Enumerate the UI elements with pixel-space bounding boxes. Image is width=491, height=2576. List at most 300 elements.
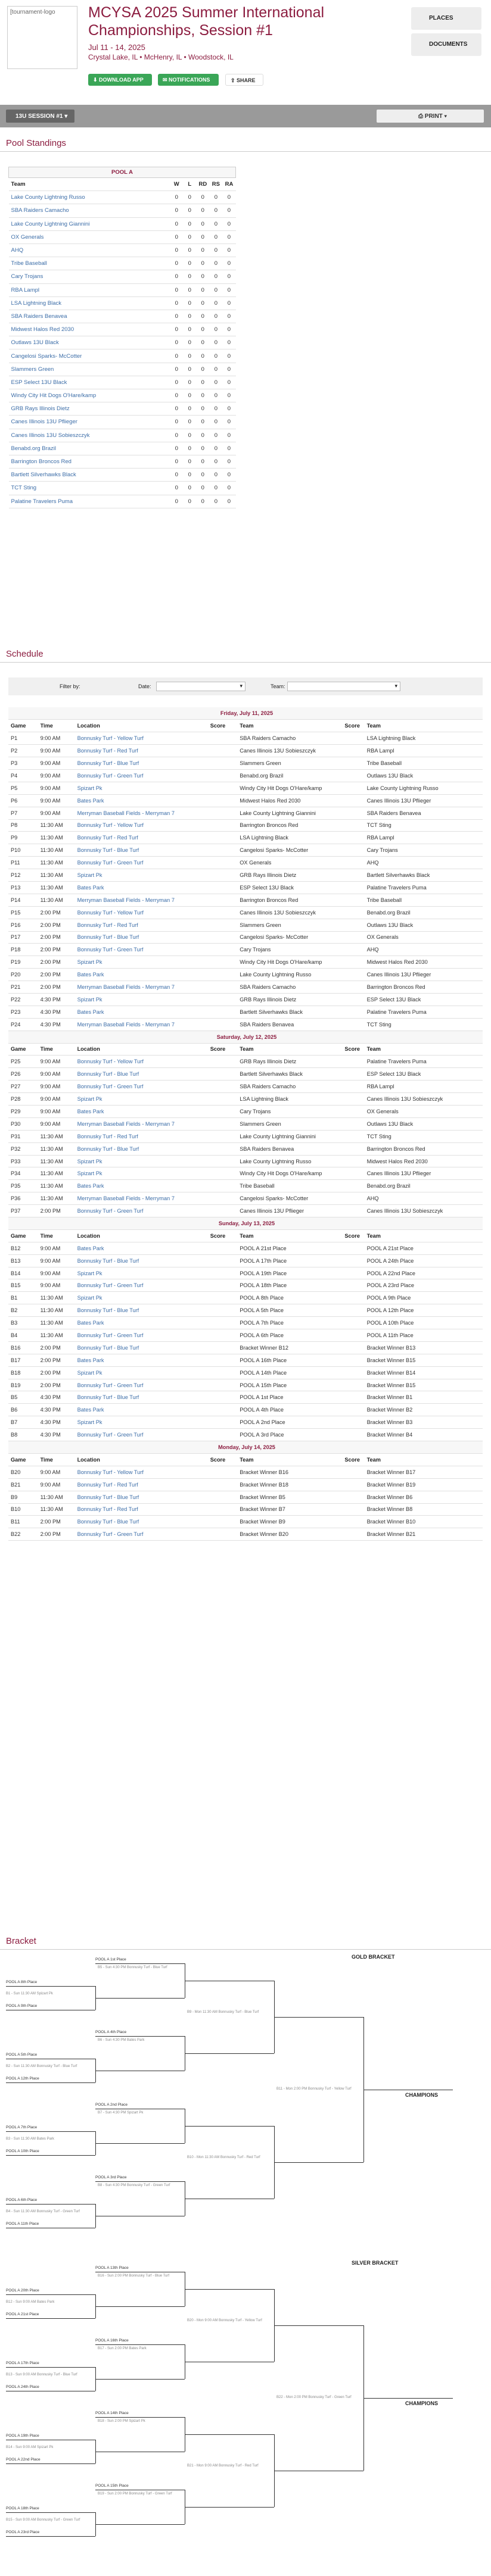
bracket-slot-label: B1 - Sun 11:30 AM Spizart Pk: [6, 1992, 53, 1996]
team-select[interactable]: [287, 682, 400, 691]
download-icon: ⬇: [93, 77, 100, 83]
game-team-home: Midwest Halos Red 2030: [237, 794, 342, 807]
game-id: B20: [8, 1466, 38, 1478]
schedule-game-row: [8, 944, 483, 956]
game-team-away: POOL A 12th Place: [365, 1304, 483, 1317]
download-app-button[interactable]: ⬇ DOWNLOAD APP: [88, 74, 152, 86]
game-location-link[interactable]: Bonnusky Turf - Blue Turf: [75, 1304, 208, 1317]
pool-team-link[interactable]: Palatine Travelers Puma: [9, 495, 170, 508]
game-location-link[interactable]: Merryman Baseball Fields - Merryman 7: [75, 894, 208, 906]
pool-stat: 0: [170, 217, 183, 230]
schedule-game-row: [8, 844, 483, 857]
pool-team-link[interactable]: ESP Select 13U Black: [9, 376, 170, 389]
bracket-line: [95, 2306, 185, 2307]
game-location-link[interactable]: Bates Park: [75, 969, 208, 981]
pool-team-link[interactable]: Lake County Lightning Giannini: [9, 217, 170, 230]
game-team-home: Slammers Green: [237, 919, 342, 931]
pool-stat: 0: [209, 296, 222, 310]
game-time: 2:00 PM: [38, 944, 75, 956]
pool-team-link[interactable]: Cangelosi Sparks- McCotter: [9, 349, 170, 363]
pool-stat: 0: [196, 455, 209, 468]
bracket-slot-label: POOL A 9th Place: [6, 2004, 38, 2008]
bracket-line: [95, 2036, 185, 2037]
game-location-link[interactable]: Bonnusky Turf - Blue Turf: [75, 1254, 208, 1267]
game-location-link[interactable]: Spizart Pk: [75, 1416, 208, 1429]
pool-team-row: [9, 455, 236, 468]
schedule-column-header: Score: [342, 720, 364, 732]
game-score: [208, 1503, 238, 1516]
pool-stat: 0: [183, 296, 196, 310]
pool-team-link[interactable]: LSA Lightning Black: [9, 296, 170, 310]
bracket-line: [95, 2344, 185, 2345]
game-score: [208, 1254, 238, 1267]
documents-button[interactable]: DOCUMENTS: [411, 33, 481, 56]
schedule-game-row: [8, 1081, 483, 1093]
pool-stat: 0: [196, 402, 209, 416]
bracket-slot-label: POOL A 6th Place: [6, 2198, 38, 2202]
chevron-down-icon: ▾: [444, 113, 447, 120]
game-score: [342, 1354, 364, 1366]
game-location-link[interactable]: Merryman Baseball Fields - Merryman 7: [75, 1117, 208, 1130]
pool-team-link[interactable]: Tribe Baseball: [9, 257, 170, 270]
game-team-away: Midwest Halos Red 2030: [365, 956, 483, 969]
schedule-column-header: Time: [38, 720, 75, 732]
pool-stat: 0: [209, 323, 222, 336]
pool-team-row: [9, 442, 236, 455]
pool-team-row: [9, 482, 236, 495]
pool-stat: 0: [209, 349, 222, 363]
game-location-link[interactable]: Bonnusky Turf - Blue Turf: [75, 1491, 208, 1503]
game-id: P6: [8, 794, 38, 807]
game-team-away: OX Generals: [365, 931, 483, 944]
game-score: [208, 1081, 238, 1093]
bracket-slot-label: POOL A 11th Place: [6, 2222, 39, 2226]
game-location-link[interactable]: Bonnusky Turf - Blue Turf: [75, 1341, 208, 1354]
game-score: [208, 906, 238, 919]
share-icon: ⇪: [231, 77, 237, 83]
pool-team-link[interactable]: Windy City Hit Dogs O'Hare/kamp: [9, 389, 170, 402]
session-dropdown[interactable]: 13U SESSION #1 ▾: [6, 110, 74, 123]
game-score: [208, 1267, 238, 1279]
pool-stat: 0: [170, 402, 183, 416]
game-location-link[interactable]: Bates Park: [75, 881, 208, 894]
game-score: [342, 981, 364, 994]
event-dates: Jul 11 - 14, 2025: [88, 43, 145, 52]
game-id: P36: [8, 1192, 38, 1205]
game-id: B1: [8, 1292, 38, 1304]
bracket-slot-label: B15 - Sun 9:00 AM Bonnusky Turf - Green Turf: [6, 2518, 80, 2522]
pool-stat: 0: [170, 376, 183, 389]
game-location-link[interactable]: Bonnusky Turf - Green Turf: [75, 857, 208, 869]
game-score: [208, 1466, 238, 1478]
pool-stat: 0: [183, 191, 196, 204]
game-score: [208, 732, 238, 745]
game-time: 2:00 PM: [38, 1354, 75, 1366]
game-id: P8: [8, 819, 38, 832]
game-location-link[interactable]: Spizart Pk: [75, 1167, 208, 1180]
pool-team-link[interactable]: Bartlett Silverhawks Black: [9, 469, 170, 482]
pool-team-link[interactable]: Midwest Halos Red 2030: [9, 323, 170, 336]
game-location-link[interactable]: Bonnusky Turf - Blue Turf: [75, 931, 208, 944]
game-location-link[interactable]: Bonnusky Turf - Green Turf: [75, 944, 208, 956]
game-team-home: Bracket Winner B18: [237, 1478, 342, 1491]
game-time: 11:30 AM: [38, 1155, 75, 1167]
game-location-link[interactable]: Merryman Baseball Fields - Merryman 7: [75, 807, 208, 819]
game-location-link[interactable]: Spizart Pk: [75, 1267, 208, 1279]
pool-team-link[interactable]: TCT Sting: [9, 482, 170, 495]
game-location-link[interactable]: Bonnusky Turf - Blue Turf: [75, 1391, 208, 1404]
game-time: 4:30 PM: [38, 1018, 75, 1031]
game-id: P22: [8, 993, 38, 1006]
bracket-slot-label: POOL A 10th Place: [6, 2149, 39, 2153]
game-score: [208, 1292, 238, 1304]
pool-stat: 0: [170, 336, 183, 349]
pool-team-row: [9, 495, 236, 508]
game-team-home: POOL A 21st Place: [237, 1242, 342, 1254]
game-location-link[interactable]: Bonnusky Turf - Blue Turf: [75, 844, 208, 857]
pool-stat: 0: [196, 482, 209, 495]
game-score: [342, 1466, 364, 1478]
game-score: [342, 1117, 364, 1130]
game-location-link[interactable]: Bonnusky Turf - Red Turf: [75, 745, 208, 757]
page-title: MCYSA 2025 Summer International Championships, Session #1: [88, 4, 325, 39]
pool-team-link[interactable]: Lake County Lightning Russo: [9, 191, 170, 204]
pool-stat: 0: [209, 257, 222, 270]
pool-stat: 0: [222, 217, 235, 230]
game-id: P13: [8, 881, 38, 894]
game-score: [208, 1180, 238, 1192]
game-location-link[interactable]: Bonnusky Turf - Green Turf: [75, 1329, 208, 1342]
game-id: P17: [8, 931, 38, 944]
game-id: P37: [8, 1205, 38, 1217]
game-location-link[interactable]: Bonnusky Turf - Yellow Turf: [75, 906, 208, 919]
schedule-game-row: [8, 1416, 483, 1429]
pool-stat: 0: [222, 363, 235, 376]
pool-stat: 0: [183, 363, 196, 376]
pool-team-link[interactable]: Slammers Green: [9, 363, 170, 376]
game-time: 2:00 PM: [38, 981, 75, 994]
schedule-column-header: Location: [75, 720, 208, 732]
game-team-home: GRB Rays Illinois Dietz: [237, 1056, 342, 1068]
bracket-slot-label: POOL A 7th Place: [6, 2125, 38, 2130]
bracket-slot-label: POOL A 1st Place: [95, 1957, 126, 1962]
share-button[interactable]: ⇪ SHARE: [225, 74, 263, 86]
schedule-game-row: [8, 1068, 483, 1081]
pool-stat: 0: [222, 230, 235, 243]
schedule-game-row: [8, 981, 483, 994]
game-team-away: Bracket Winner B6: [365, 1491, 483, 1503]
game-time: 9:00 AM: [38, 769, 75, 782]
bracket-line: [95, 2524, 185, 2525]
schedule-game-row: [8, 1317, 483, 1329]
game-team-home: Bartlett Silverhawks Black: [237, 1068, 342, 1081]
game-score: [208, 757, 238, 770]
bracket-slot-label: POOL A 4th Place: [95, 2030, 127, 2034]
game-id: B10: [8, 1503, 38, 1516]
pool-stat: 0: [196, 416, 209, 429]
divider: [0, 662, 491, 663]
silver-bracket-title: SILVER BRACKET: [352, 2260, 399, 2266]
game-location-link[interactable]: Bonnusky Turf - Yellow Turf: [75, 819, 208, 832]
pool-team-link[interactable]: Benabd.org Brazil: [9, 442, 170, 455]
game-location-link[interactable]: Bates Park: [75, 1317, 208, 1329]
pool-team-link[interactable]: GRB Rays Illinois Dietz: [9, 402, 170, 416]
game-location-link[interactable]: Bonnusky Turf - Red Turf: [75, 1503, 208, 1516]
schedule-column-header: Score: [342, 1453, 364, 1466]
schedule-game-row: [8, 956, 483, 969]
pool-stat: 0: [183, 257, 196, 270]
game-score: [342, 819, 364, 832]
game-team-home: Canes Illinois 13U Pflieger: [237, 1205, 342, 1217]
game-score: [208, 1391, 238, 1404]
game-time: 9:00 AM: [38, 1081, 75, 1093]
game-location-link[interactable]: Merryman Baseball Fields - Merryman 7: [75, 1192, 208, 1205]
pool-stat: 0: [209, 270, 222, 283]
game-team-home: GRB Rays Illinois Dietz: [237, 869, 342, 882]
schedule-game-row: [8, 1130, 483, 1142]
game-time: 9:00 AM: [38, 807, 75, 819]
bracket-slot-label: B18 - Sun 2:00 PM Spizart Pk: [98, 2419, 145, 2423]
schedule-game-row: [8, 1006, 483, 1018]
pool-team-row: [9, 204, 236, 217]
divider: [0, 151, 491, 152]
game-location-link[interactable]: Spizart Pk: [75, 1366, 208, 1379]
game-location-link[interactable]: Spizart Pk: [75, 956, 208, 969]
game-location-link[interactable]: Spizart Pk: [75, 993, 208, 1006]
game-location-link[interactable]: Bonnusky Turf - Green Turf: [75, 1429, 208, 1441]
pool-team-link[interactable]: Canes Illinois 13U Sobieszczyk: [9, 429, 170, 442]
game-location-link[interactable]: Spizart Pk: [75, 1155, 208, 1167]
bracket-slot-label: POOL A 22nd Place: [6, 2458, 41, 2462]
game-score: [208, 819, 238, 832]
game-location-link[interactable]: Bonnusky Turf - Yellow Turf: [75, 732, 208, 745]
schedule-column-header: Score: [208, 1043, 238, 1056]
schedule-column-header: Score: [208, 1229, 238, 1242]
game-team-home: SBA Raiders Benavea: [237, 1142, 342, 1155]
game-team-home: GRB Rays Illinois Dietz: [237, 993, 342, 1006]
game-time: 2:00 PM: [38, 956, 75, 969]
game-time: 4:30 PM: [38, 1429, 75, 1441]
game-team-home: Lake County Lightning Russo: [237, 1155, 342, 1167]
game-id: B7: [8, 1416, 38, 1429]
schedule-day-row: [8, 707, 483, 720]
pool-stat: 0: [183, 389, 196, 402]
game-team-away: Bracket Winner B8: [365, 1503, 483, 1516]
game-location-link[interactable]: Spizart Pk: [75, 782, 208, 794]
game-id: B9: [8, 1491, 38, 1503]
game-location-link[interactable]: Bates Park: [75, 1106, 208, 1118]
schedule-day-row: [8, 1441, 483, 1454]
game-location-link[interactable]: Bonnusky Turf - Green Turf: [75, 769, 208, 782]
game-id: P26: [8, 1068, 38, 1081]
game-location-link[interactable]: Bonnusky Turf - Yellow Turf: [75, 1466, 208, 1478]
game-team-home: POOL A 8th Place: [237, 1292, 342, 1304]
game-score: [342, 832, 364, 844]
game-team-home: POOL A 17th Place: [237, 1254, 342, 1267]
bracket-slot-label: B13 - Sun 9:00 AM Bonnusky Turf - Blue Turf: [6, 2373, 77, 2377]
schedule-column-header: Game: [8, 1453, 38, 1466]
game-location-link[interactable]: Bates Park: [75, 1404, 208, 1416]
game-team-home: Bracket Winner B12: [237, 1341, 342, 1354]
pool-team-row: [9, 283, 236, 296]
pool-team-link[interactable]: SBA Raiders Benavea: [9, 310, 170, 323]
game-id: P28: [8, 1093, 38, 1106]
game-team-home: Bracket Winner B20: [237, 1528, 342, 1541]
pool-stat: 0: [209, 336, 222, 349]
bracket-heading: Bracket: [6, 1936, 36, 1946]
game-team-away: ESP Select 13U Black: [365, 1068, 483, 1081]
game-location-link[interactable]: Bonnusky Turf - Red Turf: [75, 919, 208, 931]
pool-stat: 0: [196, 376, 209, 389]
schedule-game-row: [8, 1205, 483, 1217]
game-team-home: Slammers Green: [237, 757, 342, 770]
pool-team-link[interactable]: SBA Raiders Camacho: [9, 204, 170, 217]
game-location-link[interactable]: Merryman Baseball Fields - Merryman 7: [75, 981, 208, 994]
game-time: 4:30 PM: [38, 1404, 75, 1416]
schedule-game-row: [8, 931, 483, 944]
game-score: [342, 1528, 364, 1541]
game-location-link[interactable]: Bonnusky Turf - Blue Turf: [75, 1068, 208, 1081]
game-team-home: LSA Lightning Black: [237, 832, 342, 844]
game-score: [342, 1341, 364, 1354]
game-location-link[interactable]: Spizart Pk: [75, 869, 208, 882]
pool-team-link[interactable]: Outlaws 13U Black: [9, 336, 170, 349]
game-team-home: Barrington Broncos Red: [237, 819, 342, 832]
game-team-away: ESP Select 13U Black: [365, 993, 483, 1006]
pool-team-row: [9, 230, 236, 243]
game-location-link[interactable]: Bonnusky Turf - Red Turf: [75, 832, 208, 844]
game-team-home: OX Generals: [237, 857, 342, 869]
game-location-link[interactable]: Bonnusky Turf - Green Turf: [75, 1081, 208, 1093]
places-button[interactable]: PLACES: [411, 7, 481, 30]
game-location-link[interactable]: Bonnusky Turf - Green Turf: [75, 1528, 208, 1541]
game-time: 2:00 PM: [38, 1341, 75, 1354]
pool-stat: 0: [183, 270, 196, 283]
game-location-link[interactable]: Bonnusky Turf - Green Turf: [75, 1205, 208, 1217]
game-team-away: Midwest Halos Red 2030: [365, 1155, 483, 1167]
pool-team-link[interactable]: Cary Trojans: [9, 270, 170, 283]
schedule-game-row: [8, 1304, 483, 1317]
bracket-line: [185, 2289, 274, 2290]
bracket-line: [185, 2434, 274, 2435]
game-score: [208, 1205, 238, 1217]
bracket-slot-label: B21 - Mon 9:00 AM Bonnusky Turf - Red Turf: [187, 2464, 259, 2468]
pool-team-link[interactable]: AHQ: [9, 243, 170, 257]
bracket-line: [6, 2367, 95, 2368]
game-team-away: RBA Lampl: [365, 745, 483, 757]
pool-stat: 0: [170, 442, 183, 455]
pool-team-link[interactable]: OX Generals: [9, 230, 170, 243]
schedule-game-row: [8, 881, 483, 894]
game-score: [208, 769, 238, 782]
pool-team-row: [9, 389, 236, 402]
pool-stat: 0: [170, 482, 183, 495]
team-filter-label: Team:: [271, 683, 285, 689]
game-score: [208, 1341, 238, 1354]
print-button[interactable]: ⎙ PRINT ▾: [377, 110, 484, 123]
game-location-link[interactable]: Bates Park: [75, 1242, 208, 1254]
game-location-link[interactable]: Bonnusky Turf - Green Turf: [75, 1279, 208, 1292]
game-location-link[interactable]: Merryman Baseball Fields - Merryman 7: [75, 1018, 208, 1031]
schedule-column-header: Game: [8, 1229, 38, 1242]
schedule-game-row: [8, 745, 483, 757]
schedule-column-header: Time: [38, 1453, 75, 1466]
game-team-home: Windy City Hit Dogs O'Hare/kamp: [237, 782, 342, 794]
game-location-link[interactable]: Bates Park: [75, 1180, 208, 1192]
pool-stat: 0: [209, 230, 222, 243]
game-team-away: Canes Illinois 13U Pflieger: [365, 794, 483, 807]
pool-team-link[interactable]: Barrington Broncos Red: [9, 455, 170, 468]
game-location-link[interactable]: Bates Park: [75, 1006, 208, 1018]
game-time: 2:00 PM: [38, 1528, 75, 1541]
bracket-slot-label: B9 - Mon 11:30 AM Bonnusky Turf - Blue Turf: [187, 2010, 259, 2014]
game-id: P12: [8, 869, 38, 882]
game-score: [342, 1267, 364, 1279]
bracket-slot-label: POOL A 14th Place: [95, 2411, 129, 2415]
date-select[interactable]: [156, 682, 246, 691]
game-team-away: Bracket Winner B15: [365, 1354, 483, 1366]
game-id: P35: [8, 1180, 38, 1192]
game-location-link[interactable]: Bonnusky Turf - Red Turf: [75, 1478, 208, 1491]
pool-header-row: [9, 178, 236, 191]
game-score: [342, 1068, 364, 1081]
game-location-link[interactable]: Bonnusky Turf - Red Turf: [75, 1130, 208, 1142]
game-score: [342, 844, 364, 857]
game-team-away: LSA Lightning Black: [365, 732, 483, 745]
schedule-game-row: [8, 1516, 483, 1528]
game-location-link[interactable]: Bonnusky Turf - Yellow Turf: [75, 1056, 208, 1068]
schedule-game-row: [8, 1379, 483, 1391]
game-id: P31: [8, 1130, 38, 1142]
pool-standings-heading: Pool Standings: [6, 138, 66, 148]
game-location-link[interactable]: Spizart Pk: [75, 1093, 208, 1106]
game-location-link[interactable]: Bonnusky Turf - Blue Turf: [75, 757, 208, 770]
pool-team-link[interactable]: RBA Lampl: [9, 283, 170, 296]
game-time: 11:30 AM: [38, 857, 75, 869]
game-location-link[interactable]: Bonnusky Turf - Blue Turf: [75, 1142, 208, 1155]
schedule-game-row: [8, 919, 483, 931]
schedule-header-row: [8, 720, 483, 732]
game-score: [342, 1429, 364, 1441]
game-location-link[interactable]: Bates Park: [75, 794, 208, 807]
game-location-link[interactable]: Bonnusky Turf - Green Turf: [75, 1379, 208, 1391]
pool-stat: 0: [196, 257, 209, 270]
game-score: [208, 1404, 238, 1416]
game-location-link[interactable]: Spizart Pk: [75, 1292, 208, 1304]
pool-stat: 0: [222, 191, 235, 204]
game-time: 2:00 PM: [38, 906, 75, 919]
schedule-heading: Schedule: [6, 649, 43, 659]
pool-stat: 0: [209, 243, 222, 257]
pool-stat: 0: [196, 442, 209, 455]
game-team-home: POOL A 5th Place: [237, 1304, 342, 1317]
pool-stat: 0: [183, 204, 196, 217]
game-score: [342, 894, 364, 906]
pool-stat: 0: [170, 283, 183, 296]
pool-stat: 0: [170, 257, 183, 270]
schedule-day-label: Sunday, July 13, 2025: [8, 1217, 483, 1230]
pool-team-link[interactable]: Canes Illinois 13U Pflieger: [9, 416, 170, 429]
game-score: [208, 1329, 238, 1342]
game-location-link[interactable]: Bates Park: [75, 1354, 208, 1366]
game-location-link[interactable]: Bonnusky Turf - Blue Turf: [75, 1516, 208, 1528]
pool-stat: 0: [183, 402, 196, 416]
notifications-button[interactable]: ✉ NOTIFICATIONS: [158, 74, 219, 86]
game-score: [342, 1317, 364, 1329]
game-score: [342, 1006, 364, 1018]
game-score: [208, 1429, 238, 1441]
schedule-game-row: [8, 1093, 483, 1106]
